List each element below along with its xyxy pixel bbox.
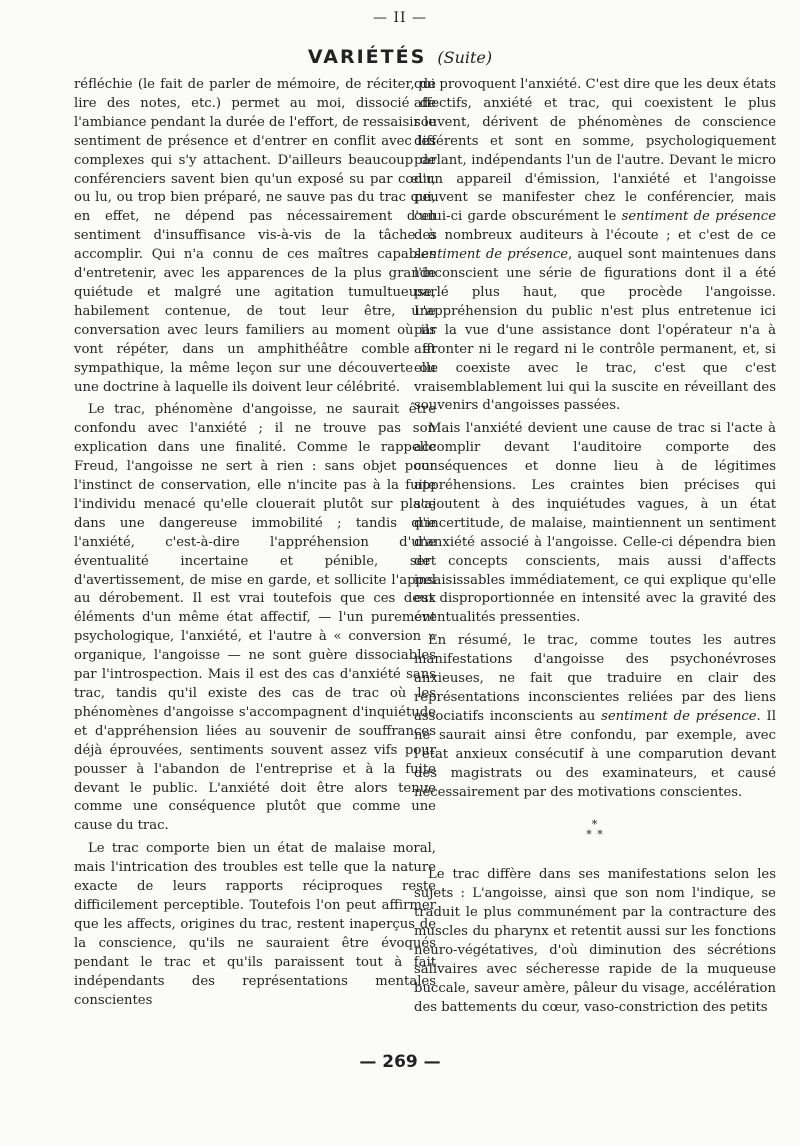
paragraph: En résumé, le trac, comme toutes les autres manifestations d'angoisse des psychonévroses anxieuses, ne fait que traduire en clair des représentations inconscientes reliées par des liens associatifs inconscients au sentiment de présence. Il ne saurait ainsi être confondu, par exemple, avec l'état anxieux consécutif à une comparution devant des magistrats ou des examinateurs, et causé nécessairement par des motivations conscientes.	[414, 633, 776, 800]
section-title: VARIÉTÉS	[307, 46, 427, 68]
section-heading	[0, 46, 800, 68]
paragraph: Le trac, phénomène d'angoisse, ne saurait être confondu avec l'anxiété ; il ne trouve pas son explication dans une finalité. Comme le rappelle Freud, l'angoisse ne sert à rien : sans objet pour l'instinct de conservation, elle n'incite pas à la fuite l'individu menacé qu'elle clouerait plutôt sur place dans une dangereuse immobilité ; tandis que l'anxiété, c'est-à-dire l'appréhension d'une éventualité incertaine et pénible, sert d'avertissement, de mise en garde, et sollicite l'appel au dérobement. Il est vrai toutefois que ces deux éléments d'un même état affectif, — l'un purement psychologique, l'anxiété, et l'autre à « conversion » organique, l'angoisse — ne sont guère dissociables par l'introspection. Mais il est des cas d'anxiété sans trac, tandis qu'il existe des cas de trac où les phénomènes d'angoisse s'accompagnent d'inquiétude et d'appréhension liées au souvenir de souffrances déjà éprouvées, sentiments souvent assez vifs pour pousser à l'abandon de l'entreprise et à la fuite devant le public. L'anxiété doit être alors tenue comme une conséquence plutôt que comme une cause du trac.	[74, 402, 436, 834]
right-column	[414, 76, 776, 1022]
emphasis: sentiment de présence	[414, 247, 569, 263]
paragraph: qui provoquent l'anxiété. C'est dire que les deux états affectifs, anxiété et trac, qui coexistent le plus souvent, dérivent de phénomènes de conscience différents et sont en somme, psychologiquement parlant, indépendants l'un de l'autre. Devant le micro d'un appareil d'émission, l'anxiété et l'angoisse peuvent se manifester chez le conférencier, mais celui-ci garde obscurément le sentiment de présence des nombreux auditeurs à l'écoute ; et c'est de ce sentiment de présence, auquel sont maintenues dans l'inconscient une série de figurations dont il a été parlé plus haut, que procède l'angoisse. L'appréhension du public n'est plus entretenue ici par la vue d'une assistance dont l'opérateur n'a à affronter ni le regard ni le contrôle permanent, et, si elle coexiste avec le trac, c'est que c'est vraisemblablement lui qui la suscite en réveillant des souvenirs d'angoisses passées.	[414, 77, 777, 414]
section-separator: * * *	[586, 818, 604, 842]
left-column	[74, 76, 436, 1014]
paragraph: Mais l'anxiété devient une cause de trac si l'acte à accomplir devant l'auditoire comporte des conséquences et donne lieu à de légitimes appréhensions. Les craintes bien précises qui s'ajoutent à des inquiétudes vagues, à un état d'incertitude, de malaise, maintiennent un sentiment d'anxiété associé à l'angoisse. Celle-ci dépendra bien de concepts conscients, mais aussi d'affects insaisissables immédiatement, ce qui explique qu'elle est disproportionnée en intensité avec la gravité des éventualités pressenties.	[414, 421, 776, 626]
running-page-number: — II —	[373, 10, 427, 26]
emphasis: sentiment de présence	[601, 708, 757, 724]
section-subtitle: (Suite)	[437, 48, 493, 67]
paragraph: Le trac diffère dans ses manifestations selon les sujets : L'angoisse, ainsi que son nom l'indique, se traduit le plus communément par la contracture des muscles du pharynx et retentit aussi sur les fonctions neuro-végétatives, d'où diminution des sécrétions salivaires avec sécheresse rapide de la muqueuse buccale, saveur amère, pâleur du visage, accélération des battements du cœur, vaso-constriction des petits	[414, 867, 776, 1015]
paragraph: Le trac comporte bien un état de malaise moral, mais l'intrication des troubles est telle que la nature exacte de leurs rapports réciproques reste difficilement perceptible. Toutefois l'on peut affirmer que les affects, origines du trac, restent inaperçus de la conscience, qu'ils ne sauraient être évoqués pendant le trac et qu'ils paraissent tout à fait indépendants des représentations mentales conscientes	[74, 841, 436, 1008]
emphasis: sentiment de présence	[621, 209, 776, 225]
paragraph: réfléchie (le fait de parler de mémoire, de réciter, de lire des notes, etc.) permet au moi, dissocié de l'ambiance pendant la durée de l'effort, de ressaisir le sentiment de présence et d'entrer en conflit avec les complexes qui s'y attachent. D'ailleurs beaucoup de conférenciers savent bien qu'un exposé su par cœur, ou lu, ou trop bien préparé, ne sauve pas du trac qui, en effet, ne dépend pas nécessairement d'un sentiment d'insuffisance vis-à-vis de la tâche à accomplir. Qui n'a connu de ces maîtres capables d'entretenir, avec les apparences de la plus grande quiétude et malgré une agitation tumultueuse, habilement contenue, de tout leur être, une conversation avec leurs familiers au moment où ils vont répéter, dans un amphithéâtre comble et sympathique, la même leçon sur une découverte ou une doctrine à laquelle ils doivent leur célébrité.	[74, 77, 436, 395]
page-number: — 269 —	[359, 1052, 441, 1072]
